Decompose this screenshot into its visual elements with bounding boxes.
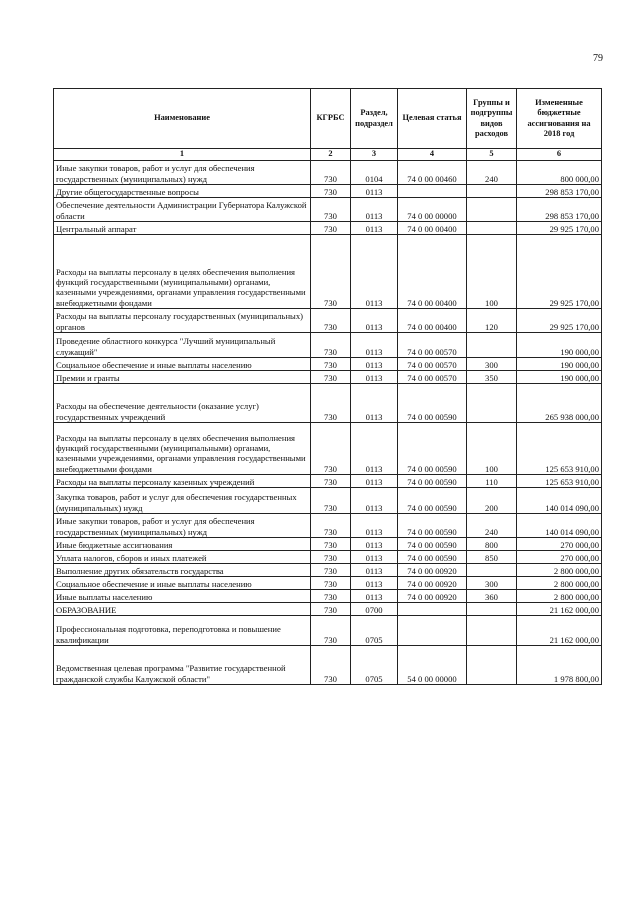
row-group-cell: 800 xyxy=(467,538,517,551)
row-group-cell xyxy=(467,564,517,577)
row-target-cell: 74 0 00 00590 xyxy=(398,514,467,538)
row-target-cell: 74 0 00 00400 xyxy=(398,235,467,309)
row-amount-cell: 2 800 000,00 xyxy=(517,577,602,590)
table-row xyxy=(54,538,602,551)
row-kgrbs-cell: 730 xyxy=(311,423,351,475)
table-row xyxy=(54,564,602,577)
row-amount-cell: 21 162 000,00 xyxy=(517,603,602,616)
row-kgrbs-cell: 730 xyxy=(311,371,351,384)
row-section-cell: 0113 xyxy=(351,423,398,475)
row-name-cell: ОБРАЗОВАНИЕ xyxy=(54,603,311,616)
row-group-cell xyxy=(467,198,517,222)
row-group-cell xyxy=(467,185,517,198)
row-name-cell: Премии и гранты xyxy=(54,371,311,384)
row-group-cell xyxy=(467,603,517,616)
row-section-cell: 0113 xyxy=(351,488,398,514)
table-row xyxy=(54,603,602,616)
table-row xyxy=(54,309,602,333)
row-amount-cell: 800 000,00 xyxy=(517,161,602,185)
table-row xyxy=(54,333,602,358)
table-row xyxy=(54,384,602,423)
row-section-cell: 0113 xyxy=(351,222,398,235)
row-name-cell: Закупка товаров, работ и услуг для обеспечения государственных (муниципальных) нужд xyxy=(54,488,311,514)
row-section-cell: 0113 xyxy=(351,198,398,222)
row-name-cell: Профессиональная подготовка, переподготовка и повышение квалификации xyxy=(54,616,311,646)
row-amount-cell: 190 000,00 xyxy=(517,358,602,371)
row-name-cell: Обеспечение деятельности Администрации Губернатора Калужской области xyxy=(54,198,311,222)
row-target-cell: 74 0 00 00570 xyxy=(398,371,467,384)
row-section-cell: 0705 xyxy=(351,616,398,646)
row-kgrbs-cell: 730 xyxy=(311,646,351,685)
row-group-cell: 350 xyxy=(467,371,517,384)
header-amount: Измененные бюджетные ассигнования на 2018 год xyxy=(517,89,602,149)
row-group-cell: 100 xyxy=(467,235,517,309)
row-kgrbs-cell: 730 xyxy=(311,309,351,333)
row-amount-cell: 29 925 170,00 xyxy=(517,222,602,235)
row-kgrbs-cell: 730 xyxy=(311,222,351,235)
row-target-cell xyxy=(398,603,467,616)
row-amount-cell: 21 162 000,00 xyxy=(517,616,602,646)
row-name-cell: Социальное обеспечение и иные выплаты населению xyxy=(54,577,311,590)
row-target-cell: 74 0 00 00920 xyxy=(398,577,467,590)
table-body xyxy=(54,161,602,685)
row-group-cell: 200 xyxy=(467,488,517,514)
row-name-cell: Иные выплаты населению xyxy=(54,590,311,603)
row-name-cell: Центральный аппарат xyxy=(54,222,311,235)
row-section-cell: 0113 xyxy=(351,551,398,564)
header-kgrbs: КГРБС xyxy=(311,89,351,149)
row-section-cell: 0104 xyxy=(351,161,398,185)
row-section-cell: 0113 xyxy=(351,590,398,603)
table-row xyxy=(54,358,602,371)
row-name-cell: Выполнение других обязательств государства xyxy=(54,564,311,577)
row-target-cell: 74 0 00 00590 xyxy=(398,475,467,488)
row-name-cell: Расходы на выплаты персоналу государственных (муниципальных) органов xyxy=(54,309,311,333)
row-target-cell: 74 0 00 00570 xyxy=(398,358,467,371)
row-target-cell: 74 0 00 00590 xyxy=(398,488,467,514)
table-row xyxy=(54,161,602,185)
row-kgrbs-cell: 730 xyxy=(311,358,351,371)
row-name-cell: Расходы на выплаты персоналу в целях обеспечения выполнения функций государственными (муниципальными) органами, казенными учреждениями, органами управления государственными внебюджетными фондами xyxy=(54,423,311,475)
row-group-cell: 110 xyxy=(467,475,517,488)
row-kgrbs-cell: 730 xyxy=(311,538,351,551)
table-row xyxy=(54,235,602,309)
row-group-cell xyxy=(467,616,517,646)
row-amount-cell: 270 000,00 xyxy=(517,551,602,564)
row-group-cell xyxy=(467,646,517,685)
row-target-cell: 54 0 00 00000 xyxy=(398,646,467,685)
column-number: 5 xyxy=(467,149,517,161)
row-amount-cell: 140 014 090,00 xyxy=(517,488,602,514)
row-target-cell xyxy=(398,616,467,646)
row-kgrbs-cell: 730 xyxy=(311,198,351,222)
row-amount-cell: 125 653 910,00 xyxy=(517,423,602,475)
table-row xyxy=(54,488,602,514)
table-row xyxy=(54,198,602,222)
table-row xyxy=(54,577,602,590)
row-name-cell: Расходы на выплаты персоналу в целях обеспечения выполнения функций государственными (муниципальными) органами, казенными учреждениями, органами управления государственными внебюджетными фондами xyxy=(54,235,311,309)
column-number: 6 xyxy=(517,149,602,161)
row-name-cell: Расходы на обеспечение деятельности (оказание услуг) государственных учреждений xyxy=(54,384,311,423)
row-group-cell xyxy=(467,333,517,358)
column-number: 2 xyxy=(311,149,351,161)
row-kgrbs-cell: 730 xyxy=(311,475,351,488)
row-kgrbs-cell: 730 xyxy=(311,161,351,185)
row-section-cell: 0705 xyxy=(351,646,398,685)
row-kgrbs-cell: 730 xyxy=(311,235,351,309)
row-section-cell: 0113 xyxy=(351,384,398,423)
table-row xyxy=(54,646,602,685)
column-number: 4 xyxy=(398,149,467,161)
row-name-cell: Другие общегосударственные вопросы xyxy=(54,185,311,198)
header-name: Наименование xyxy=(54,89,311,149)
row-name-cell: Иные закупки товаров, работ и услуг для обеспечения государственных (муниципальных) нужд xyxy=(54,514,311,538)
row-group-cell: 300 xyxy=(467,358,517,371)
row-kgrbs-cell: 730 xyxy=(311,333,351,358)
row-amount-cell: 190 000,00 xyxy=(517,371,602,384)
row-target-cell xyxy=(398,185,467,198)
row-amount-cell: 2 800 000,00 xyxy=(517,590,602,603)
row-kgrbs-cell: 730 xyxy=(311,384,351,423)
row-kgrbs-cell: 730 xyxy=(311,603,351,616)
table-row xyxy=(54,616,602,646)
column-number: 3 xyxy=(351,149,398,161)
row-target-cell: 74 0 00 00590 xyxy=(398,551,467,564)
row-section-cell: 0113 xyxy=(351,538,398,551)
table-row xyxy=(54,222,602,235)
table-header-row xyxy=(54,89,602,149)
row-section-cell: 0113 xyxy=(351,577,398,590)
row-name-cell: Ведомственная целевая программа "Развитие государственной гражданской службы Калужской области" xyxy=(54,646,311,685)
row-group-cell: 100 xyxy=(467,423,517,475)
column-number: 1 xyxy=(54,149,311,161)
row-target-cell: 74 0 00 00570 xyxy=(398,333,467,358)
column-number-row xyxy=(54,149,602,161)
row-amount-cell: 270 000,00 xyxy=(517,538,602,551)
budget-allocations-table xyxy=(53,88,602,685)
table-row xyxy=(54,514,602,538)
header-target: Целевая статья xyxy=(398,89,467,149)
row-section-cell: 0113 xyxy=(351,358,398,371)
row-target-cell: 74 0 00 00920 xyxy=(398,564,467,577)
row-section-cell: 0113 xyxy=(351,185,398,198)
row-section-cell: 0113 xyxy=(351,371,398,384)
row-group-cell xyxy=(467,384,517,423)
row-amount-cell: 298 853 170,00 xyxy=(517,198,602,222)
row-section-cell: 0113 xyxy=(351,309,398,333)
row-target-cell: 74 0 00 00400 xyxy=(398,222,467,235)
row-kgrbs-cell: 730 xyxy=(311,488,351,514)
row-name-cell: Расходы на выплаты персоналу казенных учреждений xyxy=(54,475,311,488)
row-target-cell: 74 0 00 00400 xyxy=(398,309,467,333)
row-target-cell: 74 0 00 00000 xyxy=(398,198,467,222)
row-target-cell: 74 0 00 00920 xyxy=(398,590,467,603)
table-row xyxy=(54,551,602,564)
row-kgrbs-cell: 730 xyxy=(311,185,351,198)
row-target-cell: 74 0 00 00460 xyxy=(398,161,467,185)
row-amount-cell: 190 000,00 xyxy=(517,333,602,358)
row-kgrbs-cell: 730 xyxy=(311,551,351,564)
row-group-cell: 240 xyxy=(467,161,517,185)
row-kgrbs-cell: 730 xyxy=(311,514,351,538)
row-kgrbs-cell: 730 xyxy=(311,616,351,646)
row-name-cell: Иные закупки товаров, работ и услуг для обеспечения государственных (муниципальных) нужд xyxy=(54,161,311,185)
row-kgrbs-cell: 730 xyxy=(311,577,351,590)
row-target-cell: 74 0 00 00590 xyxy=(398,384,467,423)
row-name-cell: Социальное обеспечение и иные выплаты населению xyxy=(54,358,311,371)
row-group-cell: 360 xyxy=(467,590,517,603)
table-row xyxy=(54,185,602,198)
table-row xyxy=(54,590,602,603)
row-amount-cell: 298 853 170,00 xyxy=(517,185,602,198)
row-section-cell: 0113 xyxy=(351,514,398,538)
table-row xyxy=(54,371,602,384)
row-amount-cell: 125 653 910,00 xyxy=(517,475,602,488)
row-section-cell: 0113 xyxy=(351,333,398,358)
row-section-cell: 0113 xyxy=(351,564,398,577)
row-group-cell: 240 xyxy=(467,514,517,538)
row-name-cell: Проведение областного конкурса "Лучший муниципальный служащий" xyxy=(54,333,311,358)
row-amount-cell: 265 938 000,00 xyxy=(517,384,602,423)
row-amount-cell: 2 800 000,00 xyxy=(517,564,602,577)
row-section-cell: 0113 xyxy=(351,475,398,488)
row-group-cell xyxy=(467,222,517,235)
header-section: Раздел, подраздел xyxy=(351,89,398,149)
row-amount-cell: 1 978 800,00 xyxy=(517,646,602,685)
table-row xyxy=(54,423,602,475)
row-group-cell: 120 xyxy=(467,309,517,333)
row-amount-cell: 29 925 170,00 xyxy=(517,235,602,309)
row-group-cell: 850 xyxy=(467,551,517,564)
row-amount-cell: 29 925 170,00 xyxy=(517,309,602,333)
row-target-cell: 74 0 00 00590 xyxy=(398,423,467,475)
row-section-cell: 0700 xyxy=(351,603,398,616)
header-expense-group: Группы и подгруппы видов расходов xyxy=(467,89,517,149)
row-name-cell: Уплата налогов, сборов и иных платежей xyxy=(54,551,311,564)
row-amount-cell: 140 014 090,00 xyxy=(517,514,602,538)
row-group-cell: 300 xyxy=(467,577,517,590)
row-section-cell: 0113 xyxy=(351,235,398,309)
page-number: 79 xyxy=(593,53,603,64)
row-kgrbs-cell: 730 xyxy=(311,590,351,603)
table-row xyxy=(54,475,602,488)
row-target-cell: 74 0 00 00590 xyxy=(398,538,467,551)
row-name-cell: Иные бюджетные ассигнования xyxy=(54,538,311,551)
row-kgrbs-cell: 730 xyxy=(311,564,351,577)
